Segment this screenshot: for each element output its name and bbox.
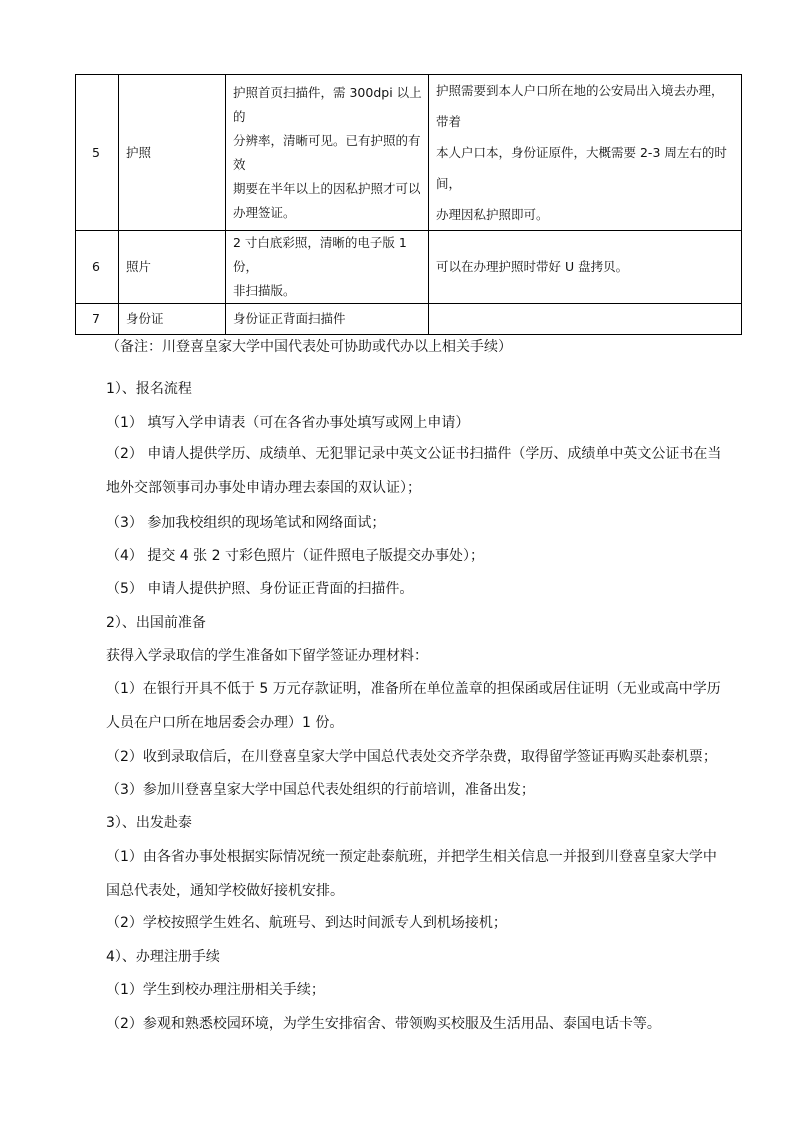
note-line: 护照需要到本人户口所在地的公安局出入境去办理，带着 [436, 83, 724, 129]
list-item: （1） 填写入学申请表（可在各省办事处填写或网上申请） [106, 415, 470, 431]
row-number: 5 [76, 75, 119, 231]
list-item: （1）学生到校办理注册相关手续； [106, 982, 325, 998]
requirement-line: 办理签证。 [233, 204, 296, 220]
requirement-line: 2 寸白底彩照，清晰的电子版 1 份， [233, 235, 407, 274]
list-item: （2）学校按照学生姓名、航班号、到达时间派专人到机场接机； [106, 915, 507, 931]
list-item: （3） 参加我校组织的现场笔试和网络面试； [106, 515, 386, 531]
section-heading: 4）、办理注册手续 [106, 949, 220, 965]
requirement-line: 护照首页扫描件，需 300dpi 以上的 [233, 84, 422, 124]
list-item: （4） 提交 4 张 2 寸彩色照片（证件照电子版提交办事处）； [106, 548, 484, 564]
note-line: 本人户口本，身份证原件，大概需要 2-3 周左右的时间， [436, 145, 727, 191]
list-item: （5） 申请人提供护照、身份证正背面的扫描件。 [106, 581, 414, 597]
section-heading: 1）、报名流程 [106, 381, 192, 397]
remark-text: （备注：川登喜皇家大学中国代表处可协助或代办以上相关手续） [106, 339, 512, 355]
note-line: 办理因私护照即可。 [436, 207, 549, 222]
requirement-line: 身份证正背面扫描件 [233, 311, 346, 326]
requirement-cell [226, 75, 429, 231]
list-item: （3）参加川登喜皇家大学中国总代表处组织的行前培训，准备出发； [106, 782, 535, 798]
table-row [76, 75, 742, 231]
row-number: 6 [76, 231, 119, 304]
note-cell [429, 304, 742, 335]
table-row [76, 231, 742, 304]
item-name: 照片 [119, 231, 226, 304]
list-item: （2） 申请人提供学历、成绩单、无犯罪记录中英文公证书扫描件（学历、成绩单中英文公证书在当地外交部领事司办事处申请办理去泰国的双认证）； [106, 446, 722, 496]
note-cell [429, 75, 742, 231]
list-item: （1）由各省办事处根据实际情况统一预定赴泰航班，并把学生相关信息一并报到川登喜皇家大学中国总代表处，通知学校做好接机安排。 [106, 849, 717, 899]
section-heading: 2）、出国前准备 [106, 615, 206, 631]
note-cell [429, 231, 742, 304]
section-intro: 获得入学录取信的学生准备如下留学签证办理材料： [106, 648, 428, 664]
requirement-line: 非扫描版。 [233, 283, 296, 298]
section-heading: 3）、出发赴泰 [106, 815, 192, 831]
requirement-cell [226, 231, 429, 304]
note-line: 可以在办理护照时带好 U 盘拷贝。 [436, 259, 629, 274]
table-row [76, 304, 742, 335]
list-item: （2）参观和熟悉校园环境，为学生安排宿舍、带领购买校服及生活用品、泰国电话卡等。 [106, 1016, 661, 1032]
row-number: 7 [76, 304, 119, 335]
requirement-cell [226, 304, 429, 335]
list-item: （1）在银行开具不低于 5 万元存款证明，准备所在单位盖章的担保函或居住证明（无业或高中学历人员在户口所在地居委会办理）1 份。 [106, 681, 721, 731]
item-name: 护照 [119, 75, 226, 231]
materials-table [75, 74, 742, 335]
list-item: （2）收到录取信后，在川登喜皇家大学中国总代表处交齐学杂费，取得留学签证再购买赴泰机票； [106, 749, 717, 765]
item-name: 身份证 [119, 304, 226, 335]
requirement-line: 分辨率，清晰可见。已有护照的有效 [233, 132, 421, 172]
requirement-line: 期要在半年以上的因私护照才可以 [233, 180, 421, 196]
